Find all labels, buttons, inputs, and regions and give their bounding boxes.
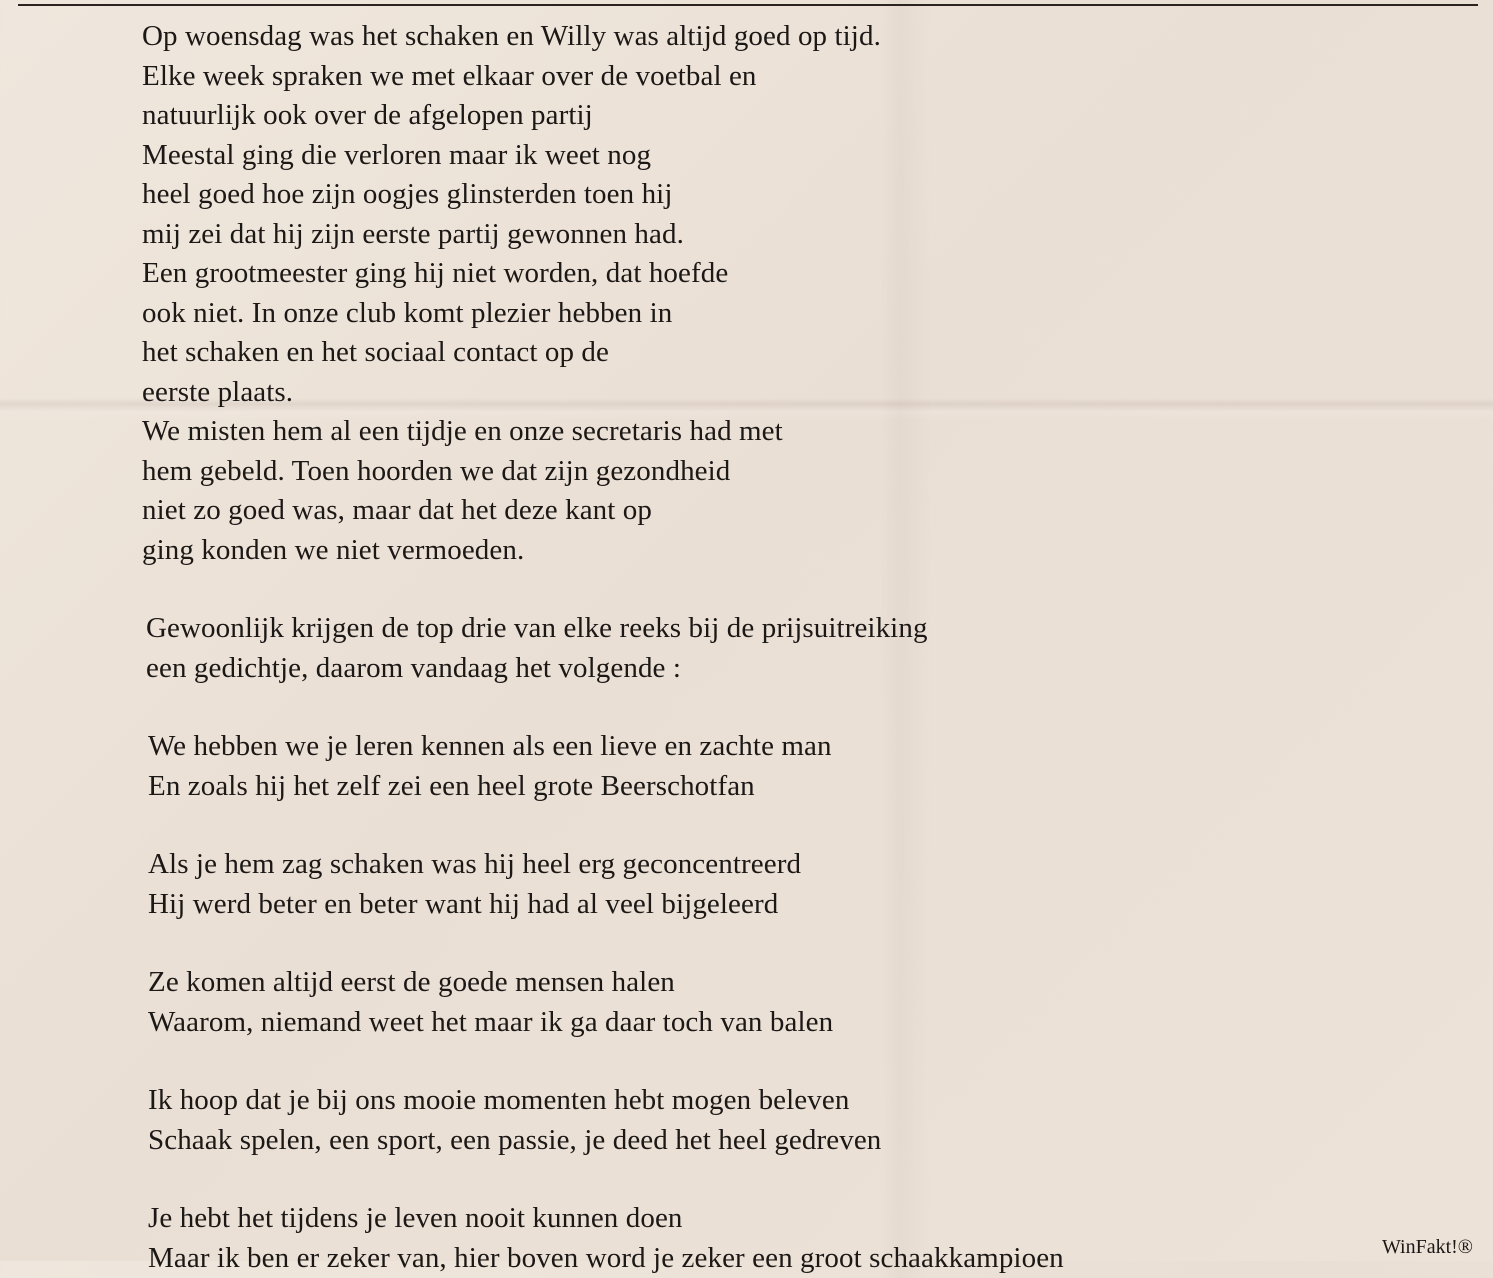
poem-line: Hij werd beter en beter want hij had al veel bijgeleerd bbox=[148, 885, 1392, 925]
intro-line: Elke week spraken we met elkaar over de voetbal en bbox=[142, 57, 1392, 97]
announcement-paragraph bbox=[142, 609, 1392, 688]
intro-line: eerste plaats. bbox=[142, 373, 1392, 413]
intro-paragraph bbox=[142, 17, 1392, 570]
document-body bbox=[142, 17, 1392, 1278]
poem-line: Maar ik ben er zeker van, hier boven word je zeker een groot schaakkampioen bbox=[148, 1239, 1392, 1278]
footer-watermark: WinFakt!® bbox=[1382, 1235, 1473, 1259]
poem-line: En zoals hij het zelf zei een heel grote Beerschotfan bbox=[148, 767, 1392, 807]
poem-line: Je hebt het tijdens je leven nooit kunnen doen bbox=[148, 1199, 1392, 1239]
top-rule bbox=[18, 4, 1478, 6]
intro-line: het schaken en het sociaal contact op de bbox=[142, 333, 1392, 373]
poem-stanza-3 bbox=[142, 963, 1392, 1042]
poem-line: Ze komen altijd eerst de goede mensen halen bbox=[148, 963, 1392, 1003]
intro-line: Meestal ging die verloren maar ik weet nog bbox=[142, 136, 1392, 176]
poem-stanza-1 bbox=[142, 727, 1392, 806]
intro-line: heel goed hoe zijn oogjes glinsterden toen hij bbox=[142, 175, 1392, 215]
poem-stanza-5 bbox=[142, 1199, 1392, 1278]
intro-line: ook niet. In onze club komt plezier hebben in bbox=[142, 294, 1392, 334]
intro-line: Op woensdag was het schaken en Willy was altijd goed op tijd. bbox=[142, 17, 1392, 57]
poem-line: Waarom, niemand weet het maar ik ga daar toch van balen bbox=[148, 1003, 1392, 1043]
intro-line: mij zei dat hij zijn eerste partij gewonnen had. bbox=[142, 215, 1392, 255]
intro-line: Een grootmeester ging hij niet worden, dat hoefde bbox=[142, 254, 1392, 294]
intro-line: natuurlijk ook over de afgelopen partij bbox=[142, 96, 1392, 136]
poem-line: Ik hoop dat je bij ons mooie momenten hebt mogen beleven bbox=[148, 1081, 1392, 1121]
poem-stanza-4 bbox=[142, 1081, 1392, 1160]
intro-line: We misten hem al een tijdje en onze secretaris had met bbox=[142, 412, 1392, 452]
announcement-line: een gedichtje, daarom vandaag het volgende : bbox=[146, 649, 1392, 689]
poem-line: We hebben we je leren kennen als een lieve en zachte man bbox=[148, 727, 1392, 767]
intro-line: hem gebeld. Toen hoorden we dat zijn gezondheid bbox=[142, 452, 1392, 492]
poem-stanza-2 bbox=[142, 845, 1392, 924]
intro-line: ging konden we niet vermoeden. bbox=[142, 531, 1392, 571]
poem-line: Als je hem zag schaken was hij heel erg geconcentreerd bbox=[148, 845, 1392, 885]
intro-line: niet zo goed was, maar dat het deze kant op bbox=[142, 491, 1392, 531]
poem-line: Schaak spelen, een sport, een passie, je deed het heel gedreven bbox=[148, 1121, 1392, 1161]
announcement-line: Gewoonlijk krijgen de top drie van elke reeks bij de prijsuitreiking bbox=[146, 609, 1392, 649]
